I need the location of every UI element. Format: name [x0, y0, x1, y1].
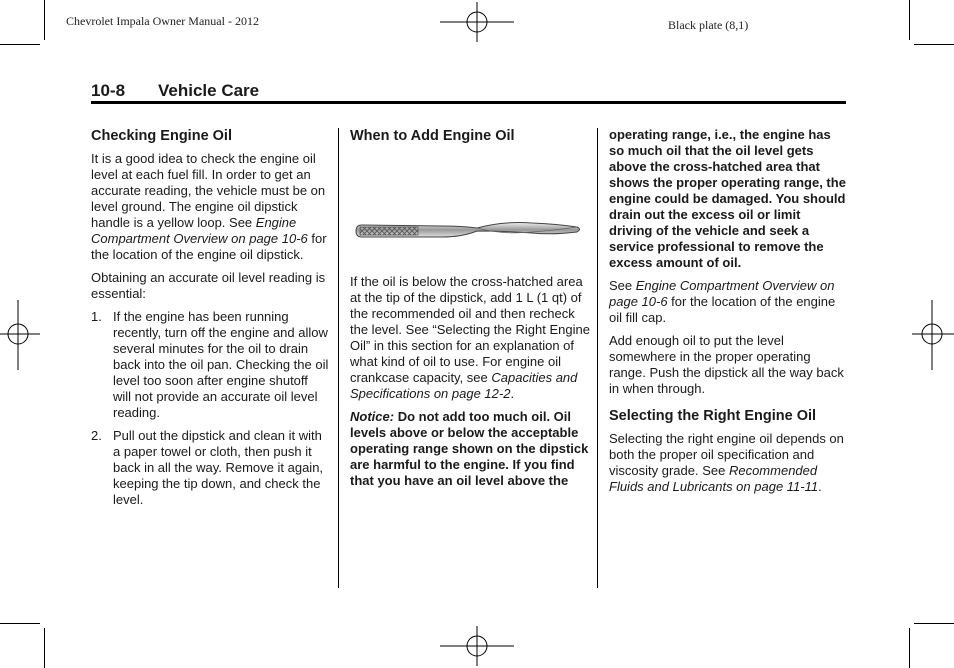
- text: .: [510, 386, 515, 401]
- paragraph: [609, 431, 847, 495]
- registration-mark-icon: [912, 300, 954, 370]
- column-1: [91, 127, 329, 515]
- column-divider: [597, 128, 598, 588]
- crop-mark: [909, 628, 910, 668]
- list-text: Pull out the dipstick and clean it with a paper towel or cloth, then push it back in all the way. Remove it again, keeping the tip down, and check the level.: [113, 428, 324, 507]
- text: Selecting the right engine oil depends on both the proper oil specification and viscosity grade. See: [609, 431, 844, 478]
- list-number: 2.: [91, 428, 102, 443]
- cross-reference-link[interactable]: Capacities and Specifications on page 12-2: [350, 370, 578, 401]
- paragraph: [91, 151, 329, 263]
- crop-mark: [914, 623, 954, 624]
- crop-mark: [0, 44, 40, 45]
- list-number: 1.: [91, 309, 102, 324]
- text: for the location of the engine oil dipstick.: [91, 231, 327, 262]
- page-title: Vehicle Care: [158, 81, 260, 100]
- section-heading: When to Add Engine Oil: [350, 128, 515, 144]
- header-rule: [91, 101, 846, 104]
- cross-reference-link[interactable]: Recommended Fluids and Lubricants on page 11-11: [609, 463, 819, 494]
- paragraph: Obtaining an accurate oil level reading is essential:: [91, 270, 326, 301]
- notice-continued: operating range, i.e., the engine has so much oil that the oil level gets above the cross-hatched area that shows the proper operating range, the engine could be damaged. You should drain out the excess oil or limit driving of the vehicle and seek a service professional to remove the excess amount of oil.: [609, 127, 846, 270]
- notice-label: Notice:: [350, 409, 395, 424]
- text: If the oil is below the cross-hatched area at the tip of the dipstick, add 1 L (1 qt) of the recommended oil and then recheck the level. See “Selecting the Right Engine Oil” in this section for an explanation of what kind of oil to use. For engine oil crankcase capacity, see: [350, 274, 590, 385]
- crop-mark: [0, 623, 40, 624]
- cross-reference-link[interactable]: Engine Compartment Overview on page 10-6: [609, 278, 835, 309]
- list-item: [91, 309, 329, 421]
- list-text: If the engine has been running recently, turn off the engine and allow several minutes for the oil to drain back into the oil pan. Checking the oil level too soon after engine shutoff will not provide an accurate oil level reading.: [113, 309, 329, 420]
- column-3: [609, 127, 847, 502]
- text: It is a good idea to check the engine oil level at each fuel fill. In order to get an accurate reading, the vehicle must be on level ground. The engine oil dipstick handle is a yellow loop. See: [91, 151, 326, 230]
- paragraph: Add enough oil to put the level somewhere in the proper operating range. Push the dipstick all the way back in when through.: [609, 333, 844, 396]
- crop-mark: [44, 0, 45, 40]
- text: .: [818, 479, 822, 494]
- crop-mark: [909, 0, 910, 40]
- dipstick-figure: [350, 151, 590, 274]
- registration-mark-icon: [440, 626, 514, 666]
- column-divider: [338, 128, 339, 588]
- notice: [350, 409, 590, 489]
- registration-mark-icon: [0, 300, 40, 370]
- dipstick-tip-icon: [352, 211, 584, 251]
- plate-info: Black plate (8,1): [668, 18, 749, 32]
- column-2: [350, 127, 590, 496]
- registration-mark-icon: [440, 2, 514, 42]
- paragraph: [609, 278, 847, 326]
- cross-reference-link[interactable]: Engine Compartment Overview on page 10-6: [91, 215, 308, 246]
- crop-mark: [44, 628, 45, 668]
- section-number: 10-8: [91, 81, 126, 100]
- manual-title: Chevrolet Impala Owner Manual - 2012: [66, 14, 259, 28]
- section-heading: Checking Engine Oil: [91, 128, 232, 144]
- text: for the location of the engine oil fill cap.: [609, 294, 836, 325]
- notice-text: Do not add too much oil. Oil levels above or below the acceptable operating range shown on the dipstick are harmful to the engine. If you find that you have an oil level above the: [350, 409, 589, 488]
- section-heading: Selecting the Right Engine Oil: [609, 408, 817, 424]
- list-item: [91, 428, 329, 508]
- text: See: [609, 278, 636, 293]
- paragraph: [350, 274, 590, 402]
- crop-mark: [914, 44, 954, 45]
